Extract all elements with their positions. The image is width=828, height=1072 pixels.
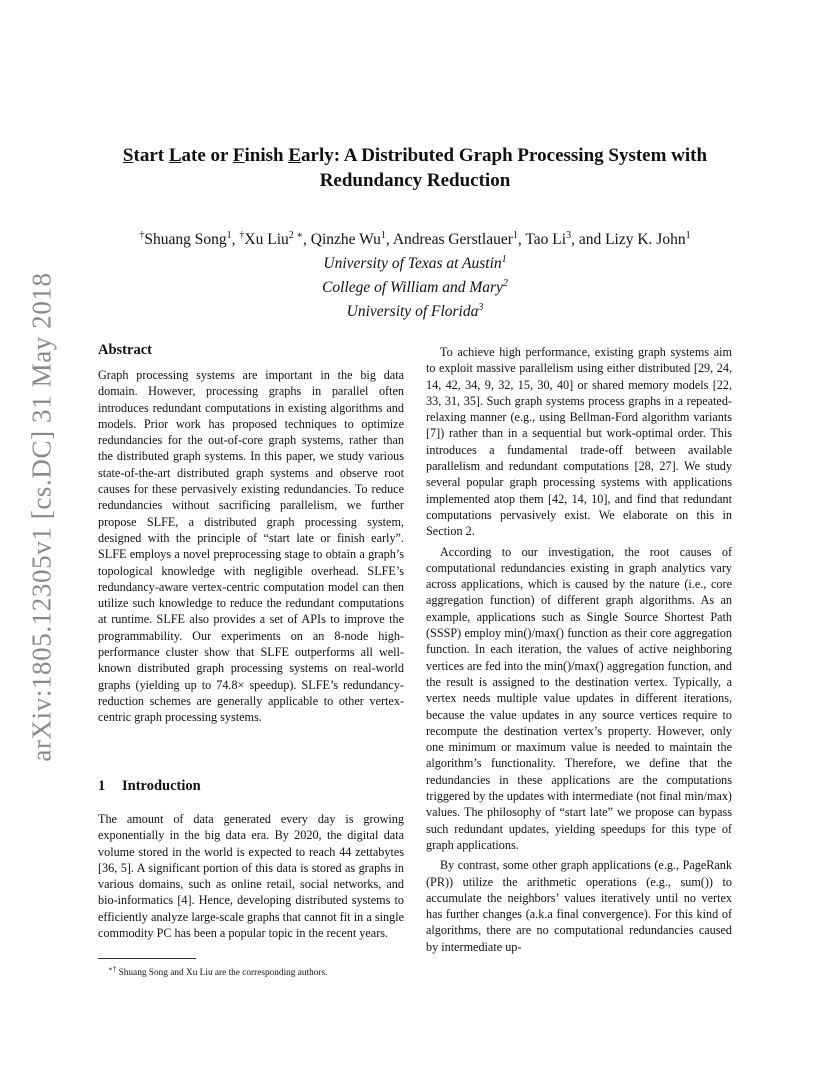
title-initial-s: S [122,145,134,166]
section-title: Introduction [122,778,201,794]
section-number: 1 [98,778,106,794]
dagger-mark: † [139,230,145,241]
intro-paragraph: The amount of data generated every day is growing exponentially in the big data era. By 2020, the digital data volume stored in the world is expected to reach 44 zettabytes [36, 5]. A significant portion of this data is stored as graphs in various domains, such as online retail, social networks, and bio-informatics [4]. Hence, developing distributed systems to efficiently analyze large-scale graphs that cannot fit in a single commodity PC has been a popular topic in the recent years. [98,812,404,941]
title-initial-e: E [288,145,302,166]
intro-heading [98,778,201,795]
title-initial-f: F [232,145,245,166]
abstract-paragraph: Graph processing systems are important in the big data domain. However, processing graphs in parallel often introduces redundant computations in existing algorithms and models. Prior work has proposed techniques to optimize redundancies for the out-of-core graph systems, rather than the distributed graph systems. In this paper, we study various state-of-the-art distributed graph systems and observe root causes for these pervasively existing redundancies. To reduce redundancies without sacrificing parallelism, we further propose SLFE, a distributed graph processing system, designed with the principle of “start late or finish early”. SLFE employs a novel preprocessing stage to obtain a graph’s topological knowledge with negligible overhead. SLFE’s redundancy-aware vertex-centric computation model can then utilize such knowledge to reduce the redundant computations at runtime. SLFE also provides a set of APIs to improve the programmability. Our experiments on an 8-node high-performance cluster show that SLFE outperforms all well-known distributed graph processing systems on real-world graphs (yielding up to 74.8× speedup). SLFE’s redundancy-reduction schemes are generally applicable to other vertex-centric graph processing systems. [98,368,404,725]
affiliation-sup: 2 [502,278,508,290]
affiliation [90,274,740,298]
author-block [90,226,740,323]
author-name: Xu Liu [244,231,289,249]
body-paragraph: According to our investigation, the root causes of computational redundancies existing in graph analytics vary across applications, which is caused by the nature (i.e., core aggregation function) of different graph algorithms. As an example, applications such as Single Source Shortest Path (SSSP) employ min()/max() function as their core aggregation function. In each iteration, the values of active neighboring vertices are fed into the min()/max() aggregation function, and the result is assigned to the destination vertex. Typically, a vertex needs multiple value updates in different iterations, because the value updates in any source vertices require to recompute the destination vertex’s property. However, only one minimum or maximum value is needed to maintain the algorithm’s functionality. Therefore, we define that the redundancies in these applications are the computations triggered by the updates with intermediate (not final min/max) values. The philosophy of “start late” we propose can bypass such redundant updates, yielding speedups for this type of graph applications. [426,544,732,852]
right-column [426,344,732,955]
affiliation [90,250,740,274]
arxiv-stamp-text: arXiv:1805.12305v1 [cs.DC] 31 May 2018 [26,272,57,762]
author-list: †Shuang Song$^1$, †Xu Liu$^{2 ∗}$, Qinzhe Wu$^1$, Andreas Gerstlauer$^1$, Tao Li$^3$, and Lizy K. John$^1$ [139,230,691,249]
title-word-finish: inish [244,145,289,166]
abstract-heading: Abstract [98,342,152,358]
affiliation-name: University of Texas at Austin [323,255,502,273]
author-sup: 1 [685,230,691,241]
title-word-late: ate or [181,145,233,166]
title-line2: Redundancy Reduction [319,170,511,191]
paper-title [90,143,740,193]
footnote-text: Shuang Song and Xu Liu are the corresponding authors. [118,968,328,979]
affiliation-sup: 1 [501,254,507,266]
intro-text [98,811,404,941]
abstract-text [98,367,404,726]
title-initial-l: L [168,145,182,166]
title-line1-rest: arly: A Distributed Graph Processing System with [301,145,708,166]
affiliation-sup: 3 [478,302,484,314]
affiliation-name: University of Florida [346,303,479,321]
author-sup: 2 ∗ [288,230,304,241]
author-name: Andreas Gerstlauer [392,231,513,249]
arxiv-stamp [22,272,62,762]
author-sup: 3 [566,230,572,241]
footnote-rule [98,958,196,959]
author-sup: 1 [380,230,386,241]
footnote [108,965,327,978]
affiliation [90,298,740,322]
author-name: Tao Li [525,231,567,249]
footnote-mark: ∗† [108,965,117,973]
author-name: and Lizy K. John [578,231,686,249]
body-paragraph: To achieve high performance, existing graph systems aim to exploit massive parallelism using either distributed [29, 24, 14, 42, 34, 9, 32, 15, 30, 40] or shared memory models [22, 33, 31, 35]. Such graph systems process graphs in a repeated-relaxing manner (e.g., using Bellman-Ford algorithm variants [7]) rather than in a sequential but work-optimal order. This introduces a fundamental trade-off between available parallelism and redundant computations [28, 27]. We study several popular graph processing systems with applications implemented atop them [42, 14, 10], and find that redundant computations pervasively exist. We elaborate on this in Section 2. [426,345,732,539]
author-sup: 1 [512,230,518,241]
title-word-start: tart [133,145,169,166]
author-sup: 1 [226,230,232,241]
body-paragraph: By contrast, some other graph applications (e.g., PageRank (PR)) utilize the arithmetic operations (e.g., sum()) to accumulate the neighbors’ values iteratively until no vertex has further changes (a.k.a final convergence). For this kind of algorithms, there are no computational redundancies caused by intermediate up- [426,858,732,954]
dagger-mark: † [239,230,245,241]
affiliation-name: College of William and Mary [322,279,503,297]
author-name: Qinzhe Wu [310,231,381,249]
author-name: Shuang Song [144,231,227,249]
